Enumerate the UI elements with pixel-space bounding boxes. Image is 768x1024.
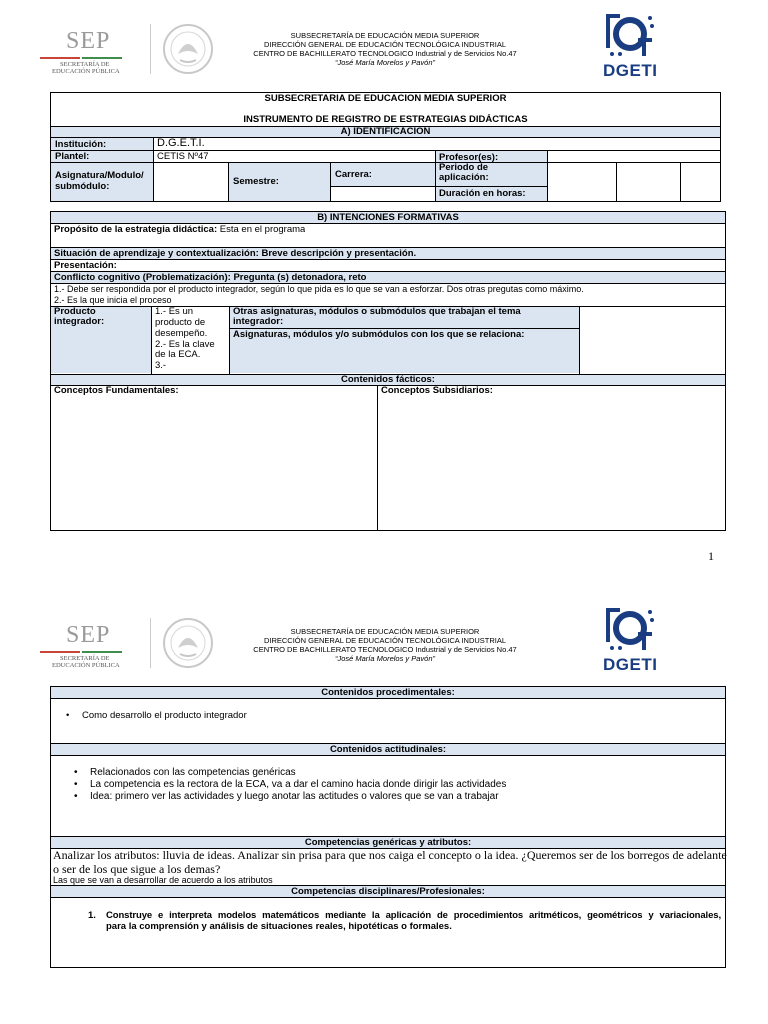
producto-line-2: producto de [155, 318, 206, 328]
conceptos-fundamentales-label: Conceptos Fundamentales: [54, 385, 179, 396]
proposito-value: Esta en el programa [217, 224, 306, 235]
doc-title-2: INSTRUMENTO DE REGISTRO DE ESTRATEGIAS DIDÁCTICAS [243, 114, 528, 125]
rule [151, 306, 152, 374]
semestre-label: Semestre: [233, 176, 279, 187]
disciplinar-number: 1. [88, 910, 96, 921]
procedimental-item: • Como desarrollo el producto integrador [82, 710, 247, 722]
institucion-label: Institución: [55, 139, 107, 150]
proposito-row [54, 224, 305, 235]
logo-divider [150, 24, 151, 74]
dgeti-logo-text: DGETI [603, 61, 658, 80]
genericas-text-2: o ser de los que sigue a los demas? [53, 862, 221, 876]
situacion-label: Situación de aprendizaje y contextualización: Breve descripción y presentación. [54, 248, 417, 259]
asignatura-label: Asignatura/Modulo/ submódulo: [55, 170, 144, 192]
duracion-label: Duración en horas: [439, 188, 526, 199]
header-line1: SUBSECRETARÍA DE EDUCACIÓN MEDIA SUPERIOR [290, 31, 480, 40]
conflicto-item-1: 1.- Debe ser respondida por el producto integrador, según lo que pida es lo que se van a esforzar. Dos otras pregutas como máximo. [54, 284, 584, 294]
sep-logo-sub1: SECRETARÍA DE [60, 61, 110, 68]
actitudinal-item-1: • Relacionados con las competencias genéricas [90, 767, 296, 779]
rule [50, 755, 726, 756]
dgeti-logo-icon [598, 602, 658, 654]
conflicto-label: Conflicto cognitivo (Problematización): Pregunta (s) detonadora, reto [54, 272, 367, 283]
profesor-label: Profesor(es): [439, 152, 499, 163]
sep-logo-bar-green [82, 651, 122, 653]
dgeti-logo-icon [598, 8, 658, 60]
plantel-value: CETIS Nº47 [157, 151, 209, 162]
producto-label: Producto integrador: [54, 307, 105, 327]
producto-line-4: 2.- Es la clave [155, 340, 215, 350]
actitudinal-item-2: • La competencia es la rectora de la ECA, va a dar el camino hacia donde dirigir las actividades [90, 779, 506, 791]
section-a-title: A) IDENTIFICACION [340, 126, 431, 137]
conceptos-subsidiarios-label: Conceptos Subsidiarios: [381, 385, 493, 396]
otras-asignaturas-label: Otras asignaturas, módulos o submódulos que trabajan el tema integrador: [233, 307, 521, 327]
page-number: 1 [708, 549, 714, 563]
contenidos-facticos-title: Contenidos fácticos: [341, 374, 435, 385]
sep-logo-sub1: SECRETARÍA DE [60, 655, 110, 662]
rule [50, 698, 726, 699]
producto-line-6: 3.- [155, 361, 167, 371]
header-line2: DIRECCIÓN GENERAL DE EDUCACIÓN TECNOLÓGICA INDUSTRIAL [263, 636, 507, 645]
actitudinal-item-3: • Idea: primero ver las actividades y luego anotar las actitudes o valores que se van a trabajar [90, 791, 499, 803]
sep-logo-bar-red [40, 651, 80, 653]
mexico-seal-icon [160, 616, 216, 670]
procedimentales-title: Contenidos procedimentales: [321, 687, 455, 698]
rule [50, 897, 726, 898]
rule [377, 385, 378, 531]
section-b-title: B) INTENCIONES FORMATIVAS [317, 212, 459, 223]
rule [547, 150, 548, 202]
plantel-label: Plantel: [55, 151, 90, 162]
rule [680, 162, 681, 202]
sep-logo: SEP [66, 28, 111, 54]
institucion-value: D.G.E.T.I. [157, 138, 205, 149]
periodo-label: Periodo de aplicación: [439, 163, 489, 183]
conflicto-item-2: 2.- Es la que inicia el proceso [54, 295, 172, 305]
header-line4: “José María Morelos y Pavón” [334, 58, 436, 67]
genericas-title: Competencias genéricas y atributos: [304, 837, 472, 848]
disciplinares-title: Competencias disciplinares/Profesionales: [291, 886, 485, 897]
genericas-text-1: Analizar los atributos: lluvia de ideas. Analizar sin prisa para que nos caiga el concepto o la idea. ¿Queremos ser de los borregos de adelante [53, 848, 727, 862]
producto-line-5: de la ECA. [155, 350, 201, 360]
actitudinales-title: Contenidos actitudinales: [329, 744, 447, 755]
proposito-label: Propósito de la estrategia didáctica: [54, 224, 218, 235]
doc-title-1: SUBSECRETARIA DE EDUCACION MEDIA SUPERIOR [264, 93, 507, 104]
header-line1: SUBSECRETARÍA DE EDUCACIÓN MEDIA SUPERIOR [290, 627, 480, 636]
sep-logo-sub2: EDUCACIÓN PÚBLICA [52, 662, 120, 669]
rule [153, 137, 154, 202]
sep-logo-sub2: EDUCACIÓN PÚBLICA [52, 68, 120, 75]
genericas-text-3: Las que se van a desarrollar de acuerdo a los atributos [53, 875, 273, 885]
rule [330, 186, 435, 187]
sep-logo-bar-green [82, 57, 122, 59]
header-line3: CENTRO DE BACHILLERATO TECNOLOGICO Industrial y de Servicios No.47 [253, 645, 517, 654]
rule [579, 306, 580, 374]
presentacion-label: Presentación: [54, 260, 117, 271]
dgeti-logo-text: DGETI [603, 655, 658, 674]
carrera-label: Carrera: [335, 169, 372, 180]
header-line3: CENTRO DE BACHILLERATO TECNOLOGICO Industrial y de Servicios No.47 [253, 49, 517, 58]
disciplinar-line-2: para la comprensión y análisis de situaciones reales, hipotéticas o formales. [106, 921, 452, 932]
rule [616, 162, 617, 202]
asignaturas-relacion-label: Asignaturas, módulos y/o submódulos con los que se relaciona: [233, 329, 525, 340]
producto-line-1: 1.- Es un [155, 307, 194, 317]
sep-logo-bar-red [40, 57, 80, 59]
disciplinar-line-1: Construye e interpreta modelos matemáticos mediante la aplicación de procedimientos aritméticos, geométricos y variacionales, [106, 910, 721, 921]
header-line2: DIRECCIÓN GENERAL DE EDUCACIÓN TECNOLÓGICA INDUSTRIAL [263, 40, 507, 49]
producto-line-3: desempeño. [155, 329, 208, 339]
sep-logo: SEP [66, 622, 111, 648]
mexico-seal-icon [160, 22, 216, 76]
rule [50, 259, 726, 260]
header-line4: “José María Morelos y Pavón” [334, 654, 436, 663]
logo-divider [150, 618, 151, 668]
